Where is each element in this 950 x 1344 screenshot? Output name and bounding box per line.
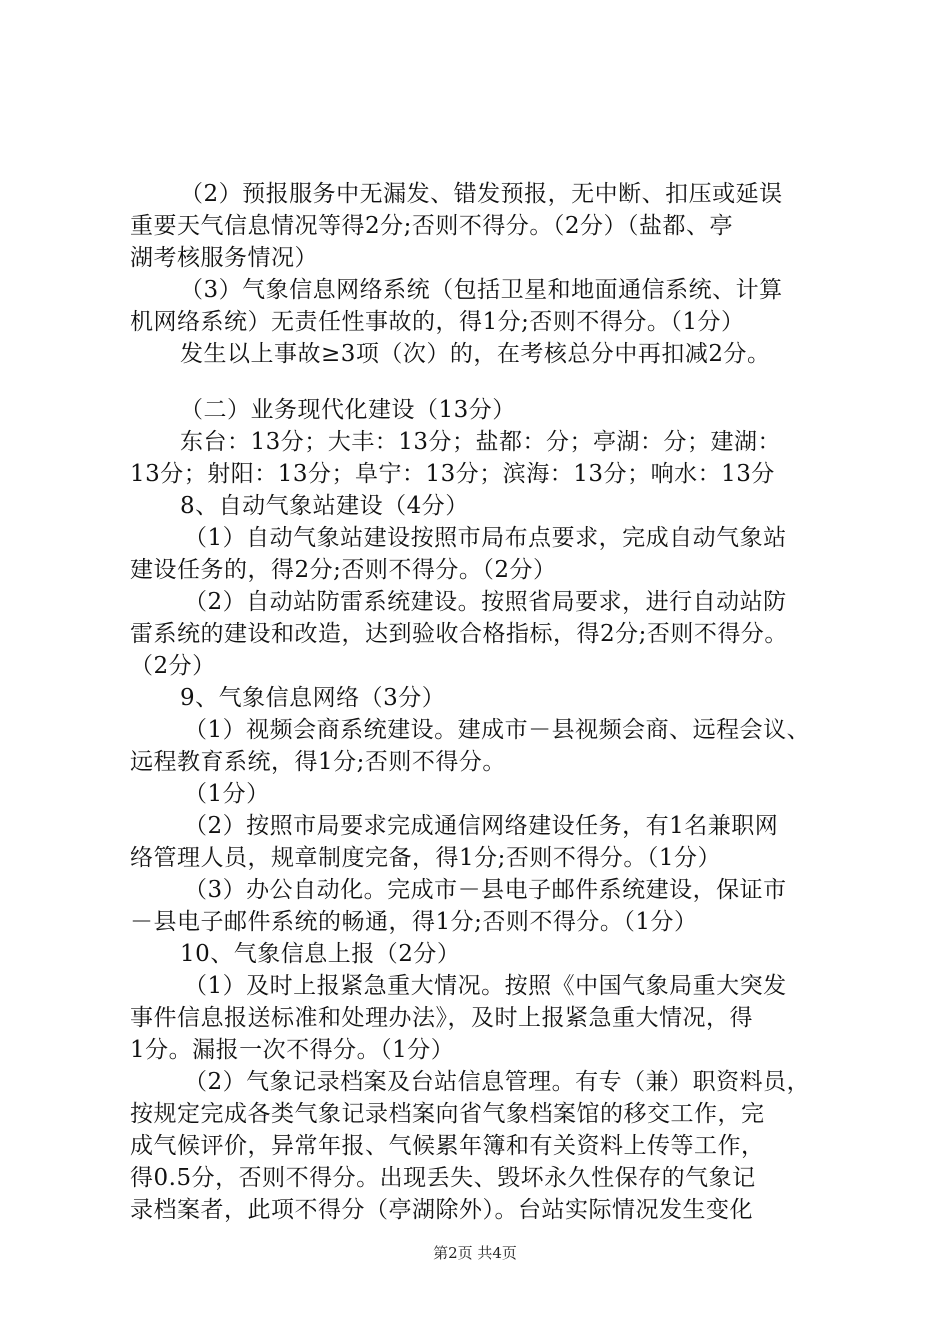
text-line: 事件信息报送标准和处理办法》，及时上报紧急重大情况，得 <box>130 1005 753 1031</box>
text-line: （2）自动站防雷系统建设。按照省局要求，进行自动站防 <box>184 589 787 615</box>
text-line: （3）办公自动化。完成市－县电子邮件系统建设，保证市 <box>184 877 787 903</box>
text-line: 重要天气信息情况等得2分;否则不得分。（2分）（盐都、亭 <box>130 213 734 239</box>
text-line: 13分；射阳：13分；阜宁：13分；滨海：13分；响水：13分 <box>130 461 775 487</box>
item-heading: 10、气象信息上报（2分） <box>180 941 461 967</box>
item-heading: 8、自动气象站建设（4分） <box>180 493 469 519</box>
text-line: 络管理人员，规章制度完备，得1分;否则不得分。（1分） <box>130 845 722 871</box>
text-line: 成气候评价，异常年报、气候累年簿和有关资料上传等工作， <box>130 1133 765 1159</box>
text-line: 发生以上事故≥3项（次）的，在考核总分中再扣减2分。 <box>180 341 771 367</box>
text-line: 建设任务的，得2分;否则不得分。（2分） <box>130 557 557 583</box>
paragraph-gap <box>130 370 835 394</box>
text-line: （1）视频会商系统建设。建成市－县视频会商、远程会议、 <box>184 717 811 743</box>
text-line: 录档案者，此项不得分（亭湖除外）。台站实际情况发生变化 <box>130 1197 753 1223</box>
text-line: 机网络系统）无责任性事故的，得1分;否则不得分。（1分） <box>130 309 745 335</box>
text-line: （3）气象信息网络系统（包括卫星和地面通信系统、计算 <box>180 277 783 303</box>
text-line: （1分） <box>184 781 270 807</box>
document-body <box>130 178 835 1226</box>
text-line: （1）自动气象站建设按照市局布点要求，完成自动气象站 <box>184 525 787 551</box>
text-line: （2）按照市局要求完成通信网络建设任务，有1名兼职网 <box>184 813 779 839</box>
page-footer: 第2页 共4页 <box>433 1244 517 1262</box>
text-line: （2）预报服务中无漏发、错发预报，无中断、扣压或延误 <box>180 181 783 207</box>
text-line: 东台：13分；大丰：13分；盐都：分；亭湖：分；建湖： <box>180 429 782 455</box>
text-line: 按规定完成各类气象记录档案向省气象档案馆的移交工作，完 <box>130 1101 765 1127</box>
text-line: －县电子邮件系统的畅通，得1分;否则不得分。（1分） <box>130 909 698 935</box>
text-line: （2）气象记录档案及台站信息管理。有专（兼）职资料员， <box>184 1069 811 1095</box>
text-line: （2分） <box>130 653 216 679</box>
text-line: 1分。漏报一次不得分。（1分） <box>130 1037 455 1063</box>
section-heading: （二）业务现代化建设（13分） <box>180 397 516 423</box>
item-heading: 9、气象信息网络（3分） <box>180 685 446 711</box>
text-line: 得0.5分，否则不得分。出现丢失、毁坏永久性保存的气象记 <box>130 1165 756 1191</box>
text-line: 雷系统的建设和改造，达到验收合格指标，得2分;否则不得分。 <box>130 621 788 647</box>
text-line: 远程教育系统，得1分;否则不得分。 <box>130 749 506 775</box>
text-line: （1）及时上报紧急重大情况。按照《中国气象局重大突发 <box>184 973 787 999</box>
text-line: 湖考核服务情况） <box>130 245 318 271</box>
